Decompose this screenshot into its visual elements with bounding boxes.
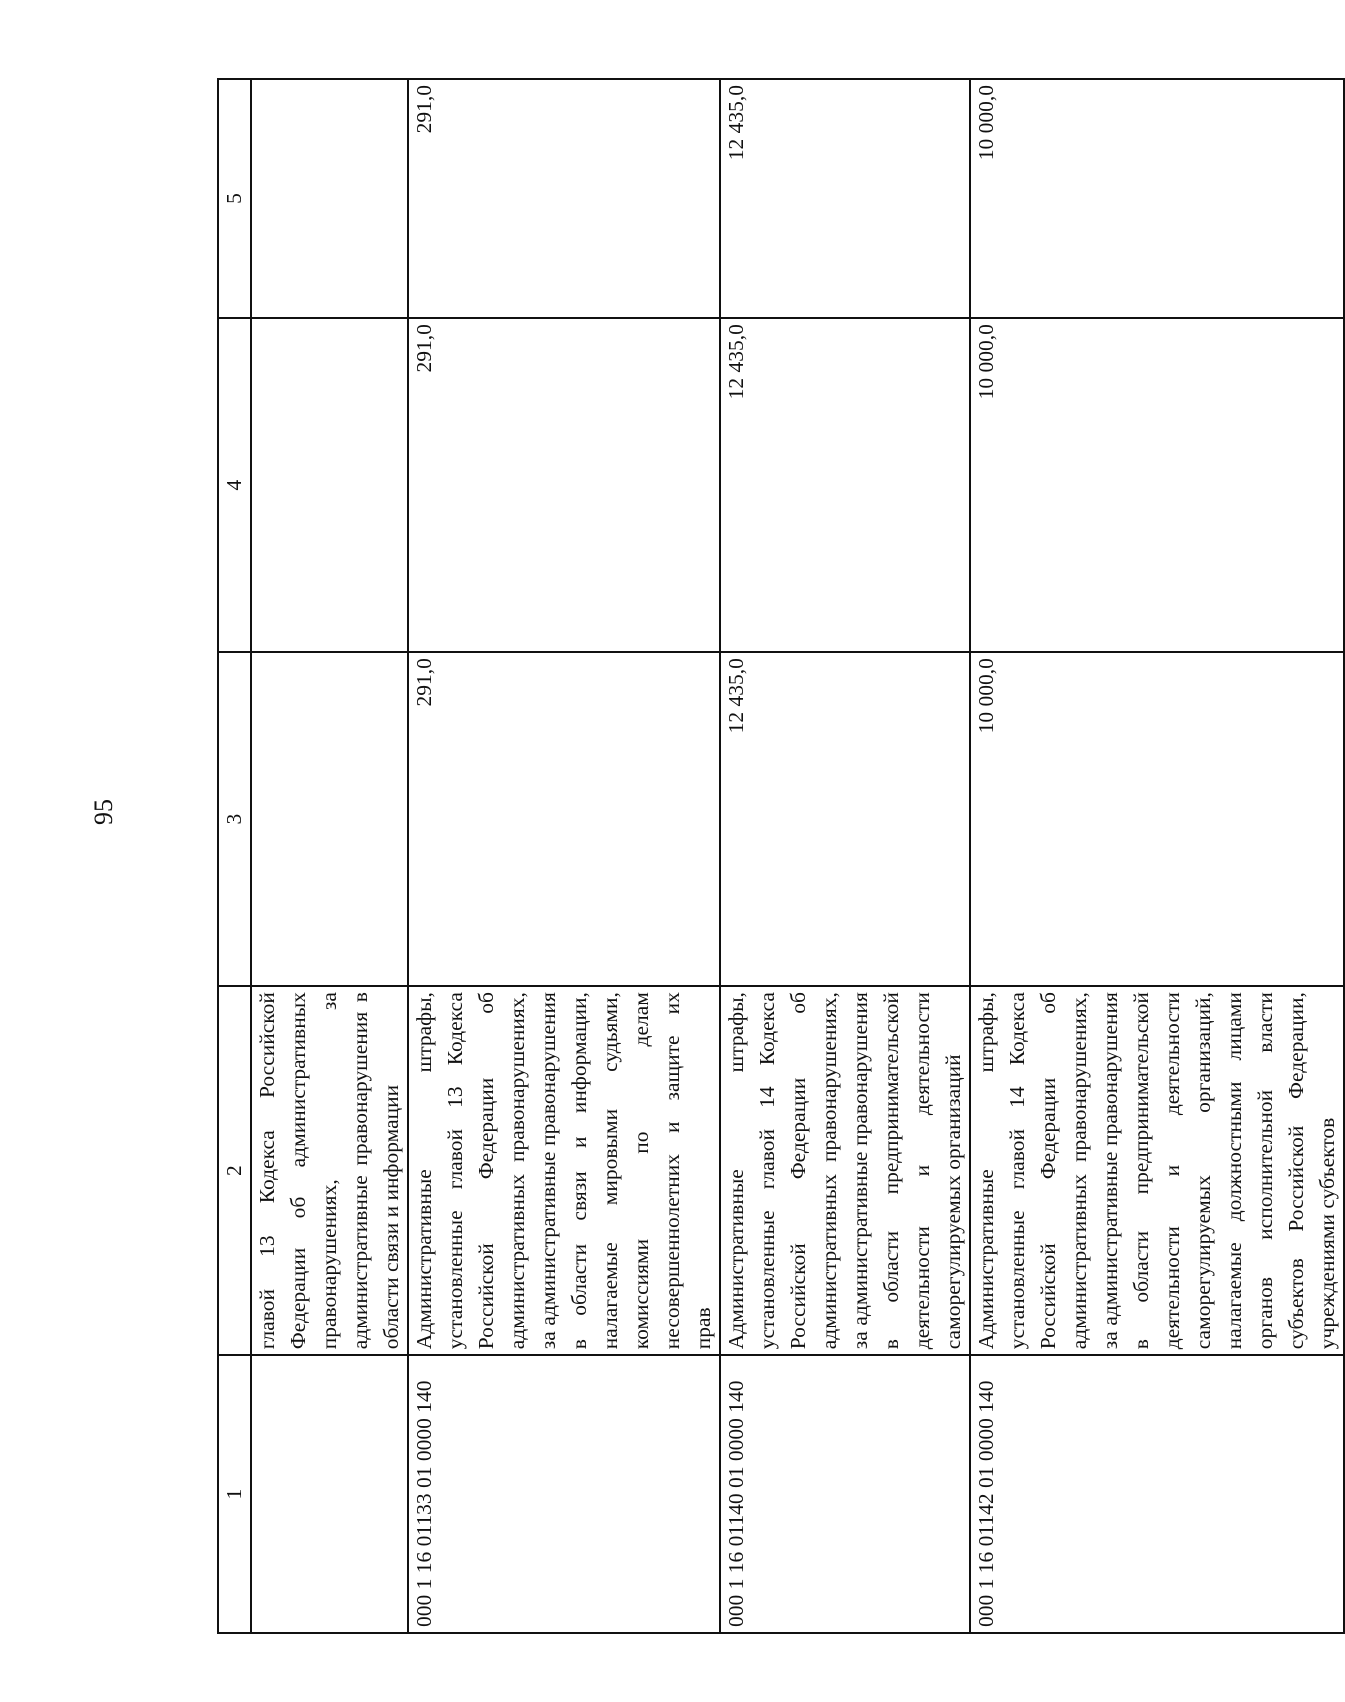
table-row bbox=[720, 79, 970, 1633]
budget-table bbox=[217, 78, 1345, 1634]
row-code: 000 1 16 01142 01 0000 140 bbox=[970, 1355, 1344, 1633]
page-number-text: 95 bbox=[89, 799, 118, 825]
row-description: Административные штрафы, установленные главой 14 Кодекса Российской Федерации об административных правонарушениях, за административные правонарушения в области предпринимательской деятельности и деятельности саморегулируемых организаций, налагаемые должностными лицами органов исполнительной власти субъектов Российской Федерации, учреждениями субъектов bbox=[970, 986, 1344, 1355]
row-value-col5: 291,0 bbox=[408, 79, 720, 318]
row-description: главой 13 Кодекса Российской Федерации об административных правонарушениях, за административные правонарушения в области связи и информации bbox=[251, 986, 408, 1355]
row-value-col4: 291,0 bbox=[408, 318, 720, 652]
row-description: Административные штрафы, установленные главой 13 Кодекса Российской Федерации об административных правонарушениях, за административные правонарушения в области связи и информации, налагаемые мировыми судьями, комиссиями по делам несовершеннолетних и защите их прав bbox=[408, 986, 720, 1355]
table-row bbox=[970, 79, 1344, 1633]
row-value-col4: 10 000,0 bbox=[970, 318, 1344, 652]
column-header-4: 4 bbox=[218, 318, 251, 652]
row-value-col3: 12 435,0 bbox=[720, 652, 970, 986]
row-code: 000 1 16 01133 01 0000 140 bbox=[408, 1355, 720, 1633]
row-value-col3: 10 000,0 bbox=[970, 652, 1344, 986]
rotated-table-container bbox=[217, 78, 1339, 1634]
column-header-5: 5 bbox=[218, 79, 251, 318]
row-description: Административные штрафы, установленные главой 14 Кодекса Российской Федерации об административных правонарушениях, за административные правонарушения в области предпринимательской деятельности и деятельности саморегулируемых организаций bbox=[720, 986, 970, 1355]
table-header-row bbox=[218, 79, 251, 1633]
row-value-col3 bbox=[251, 652, 408, 986]
table-row bbox=[251, 79, 408, 1633]
row-value-col5: 10 000,0 bbox=[970, 79, 1344, 318]
column-header-1: 1 bbox=[218, 1355, 251, 1633]
column-header-2: 2 bbox=[218, 986, 251, 1355]
row-value-col5: 12 435,0 bbox=[720, 79, 970, 318]
column-header-3: 3 bbox=[218, 652, 251, 986]
row-value-col3: 291,0 bbox=[408, 652, 720, 986]
row-value-col5 bbox=[251, 79, 408, 318]
row-code: 000 1 16 01140 01 0000 140 bbox=[720, 1355, 970, 1633]
row-code bbox=[251, 1355, 408, 1633]
row-value-col4: 12 435,0 bbox=[720, 318, 970, 652]
table-row bbox=[408, 79, 720, 1633]
row-value-col4 bbox=[251, 318, 408, 652]
